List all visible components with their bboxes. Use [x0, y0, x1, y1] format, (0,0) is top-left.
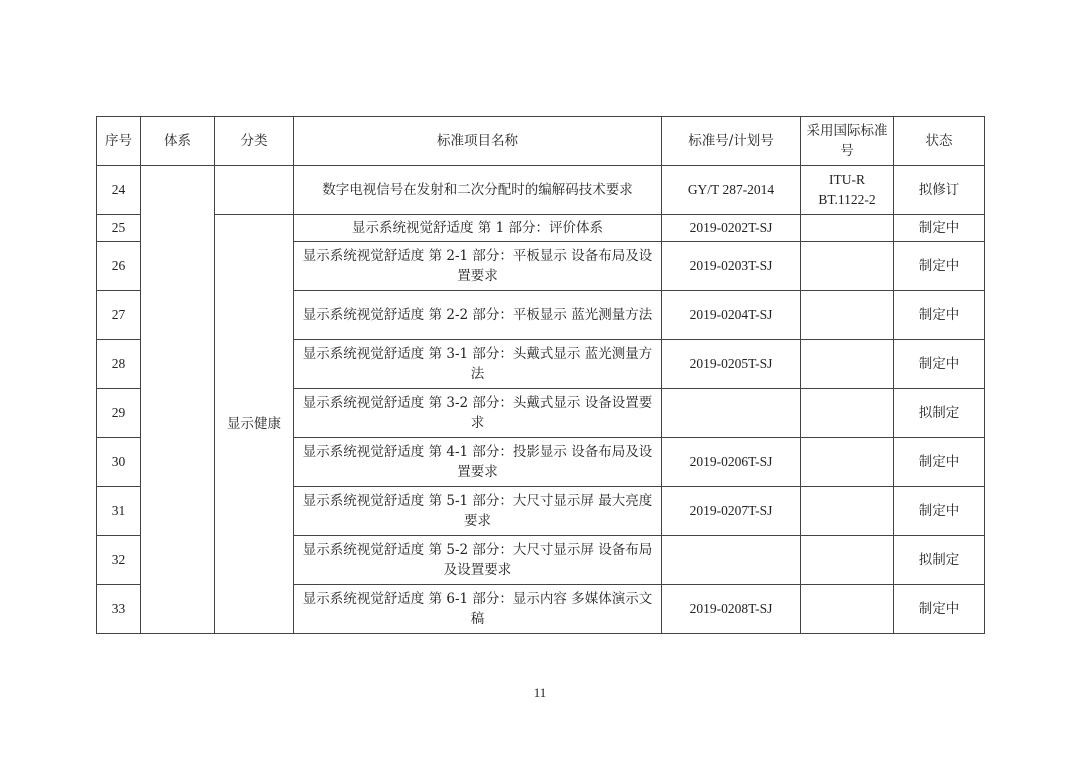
row-number: GY/T 287-2014	[662, 166, 801, 215]
category-cell	[215, 166, 294, 215]
row-status: 拟制定	[894, 536, 985, 585]
standards-table	[96, 116, 985, 634]
row-name: 显示系统视觉舒适度 第 4-1 部分：投影显示 设备布局及设置要求	[294, 438, 662, 487]
row-name: 显示系统视觉舒适度 第 6-1 部分：显示内容 多媒体演示文稿	[294, 585, 662, 634]
row-seq: 33	[97, 585, 141, 634]
row-status: 制定中	[894, 487, 985, 536]
row-number	[662, 389, 801, 438]
row-name: 显示系统视觉舒适度 第 1 部分：评价体系	[294, 215, 662, 242]
page-number: 11	[533, 685, 547, 700]
row-number: 2019-0206T-SJ	[662, 438, 801, 487]
category-display-health: 显示健康	[215, 215, 294, 634]
header-category: 分类	[215, 117, 294, 166]
row-name: 显示系统视觉舒适度 第 3-2 部分：头戴式显示 设备设置要求	[294, 389, 662, 438]
row-seq: 31	[97, 487, 141, 536]
row-number: 2019-0204T-SJ	[662, 291, 801, 340]
row-intl	[801, 389, 894, 438]
row-number	[662, 536, 801, 585]
row-number: 2019-0202T-SJ	[662, 215, 801, 242]
table-row	[97, 166, 985, 215]
row-intl	[801, 585, 894, 634]
row-name: 显示系统视觉舒适度 第 3-1 部分：头戴式显示 蓝光测量方法	[294, 340, 662, 389]
row-intl	[801, 487, 894, 536]
row-number: 2019-0205T-SJ	[662, 340, 801, 389]
row-status: 制定中	[894, 291, 985, 340]
header-status: 状态	[894, 117, 985, 166]
row-seq: 29	[97, 389, 141, 438]
row-number: 2019-0203T-SJ	[662, 242, 801, 291]
row-intl	[801, 536, 894, 585]
row-name: 数字电视信号在发射和二次分配时的编解码技术要求	[294, 166, 662, 215]
header-number: 标准号/计划号	[662, 117, 801, 166]
header-name: 标准项目名称	[294, 117, 662, 166]
row-seq: 28	[97, 340, 141, 389]
row-seq: 27	[97, 291, 141, 340]
row-status: 拟制定	[894, 389, 985, 438]
row-name: 显示系统视觉舒适度 第 2-1 部分：平板显示 设备布局及设置要求	[294, 242, 662, 291]
row-name: 显示系统视觉舒适度 第 2-2 部分：平板显示 蓝光测量方法	[294, 291, 662, 340]
row-status: 制定中	[894, 340, 985, 389]
row-seq: 24	[97, 166, 141, 215]
row-intl	[801, 340, 894, 389]
row-status: 拟修订	[894, 166, 985, 215]
row-status: 制定中	[894, 438, 985, 487]
row-seq: 32	[97, 536, 141, 585]
row-intl	[801, 215, 894, 242]
row-number: 2019-0207T-SJ	[662, 487, 801, 536]
row-number: 2019-0208T-SJ	[662, 585, 801, 634]
table-row	[97, 215, 985, 242]
row-intl	[801, 438, 894, 487]
row-status: 制定中	[894, 242, 985, 291]
row-status: 制定中	[894, 585, 985, 634]
header-intl: 采用国际标准号	[801, 117, 894, 166]
system-cell	[141, 166, 215, 634]
row-seq: 26	[97, 242, 141, 291]
header-system: 体系	[141, 117, 215, 166]
row-seq: 25	[97, 215, 141, 242]
row-seq: 30	[97, 438, 141, 487]
header-seq: 序号	[97, 117, 141, 166]
row-intl: ITU-R BT.1122-2	[801, 166, 894, 215]
row-status: 制定中	[894, 215, 985, 242]
header-row	[97, 117, 985, 166]
row-name: 显示系统视觉舒适度 第 5-2 部分：大尺寸显示屏 设备布局及设置要求	[294, 536, 662, 585]
row-intl	[801, 242, 894, 291]
row-intl	[801, 291, 894, 340]
row-name: 显示系统视觉舒适度 第 5-1 部分：大尺寸显示屏 最大亮度要求	[294, 487, 662, 536]
